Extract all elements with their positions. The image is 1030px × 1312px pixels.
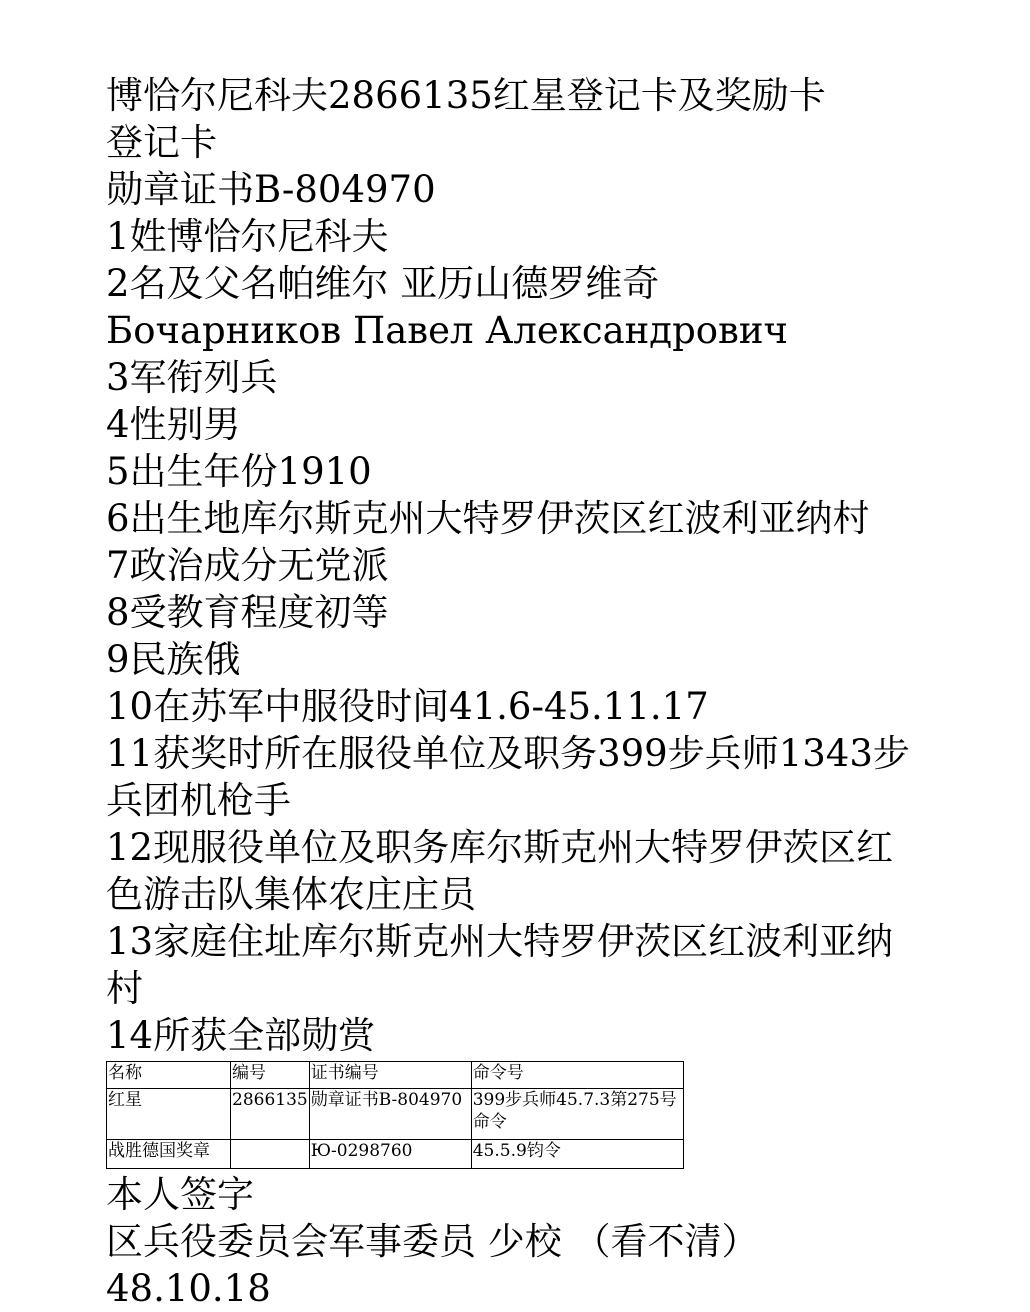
document-title: 博恰尔尼科夫2866135红星登记卡及奖励卡 (106, 74, 826, 117)
table-row (107, 1140, 684, 1169)
commissar-line: 区兵役委员会军事委员 少校 （看不清） (106, 1220, 759, 1263)
registration-card-document (106, 72, 936, 1312)
header-name: 名称 (107, 1062, 231, 1089)
field-name-russian: Бочарников Павел Александрович (106, 309, 788, 352)
cell-name: 战胜德国奖章 (107, 1140, 231, 1169)
field-birth-year: 5出生年份1910 (106, 450, 372, 493)
header-order: 命令号 (471, 1062, 683, 1089)
document-date: 48.10.18 (106, 1267, 271, 1310)
field-service-period: 10在苏军中服役时间41.6-45.11.17 (106, 685, 709, 728)
field-current-unit: 12现服役单位及职务库尔斯克州大特罗伊茨区红色游击队集体农庄庄员 (106, 826, 894, 916)
signature-line: 本人签字 (106, 1173, 254, 1216)
header-certificate: 证书编号 (309, 1062, 471, 1089)
field-nationality: 9民族俄 (106, 638, 241, 681)
certificate-number: 勋章证书B-804970 (106, 168, 436, 211)
cell-number: 2866135 (231, 1089, 310, 1140)
cell-order: 399步兵师45.7.3第275号命令 (471, 1089, 683, 1140)
document-subtitle: 登记卡 (106, 121, 217, 164)
field-name-patronymic: 2名及父名帕维尔 亚历山德罗维奇 (106, 262, 660, 305)
field-unit-at-award: 11获奖时所在服役单位及职务399步兵师1343步兵团机枪手 (106, 732, 910, 822)
table-header-row (107, 1062, 684, 1089)
field-sex: 4性别男 (106, 403, 241, 446)
header-number: 编号 (231, 1062, 310, 1089)
table-row (107, 1089, 684, 1140)
field-home-address: 13家庭住址库尔斯克州大特罗伊茨区红波利亚纳村 (106, 920, 894, 1010)
field-surname: 1姓博恰尔尼科夫 (106, 215, 389, 258)
field-all-awards: 14所获全部勋赏 (106, 1014, 376, 1057)
cell-certificate: 勋章证书B-804970 (309, 1089, 471, 1140)
cell-number (231, 1140, 310, 1169)
field-rank: 3军衔列兵 (106, 356, 278, 399)
field-birthplace: 6出生地库尔斯克州大特罗伊茨区红波利亚纳村 (106, 497, 870, 540)
field-party: 7政治成分无党派 (106, 544, 389, 587)
field-education: 8受教育程度初等 (106, 591, 389, 634)
cell-name: 红星 (107, 1089, 231, 1140)
cell-order: 45.5.9钧令 (471, 1140, 683, 1169)
cell-certificate: Ю-0298760 (309, 1140, 471, 1169)
awards-table (106, 1061, 684, 1169)
